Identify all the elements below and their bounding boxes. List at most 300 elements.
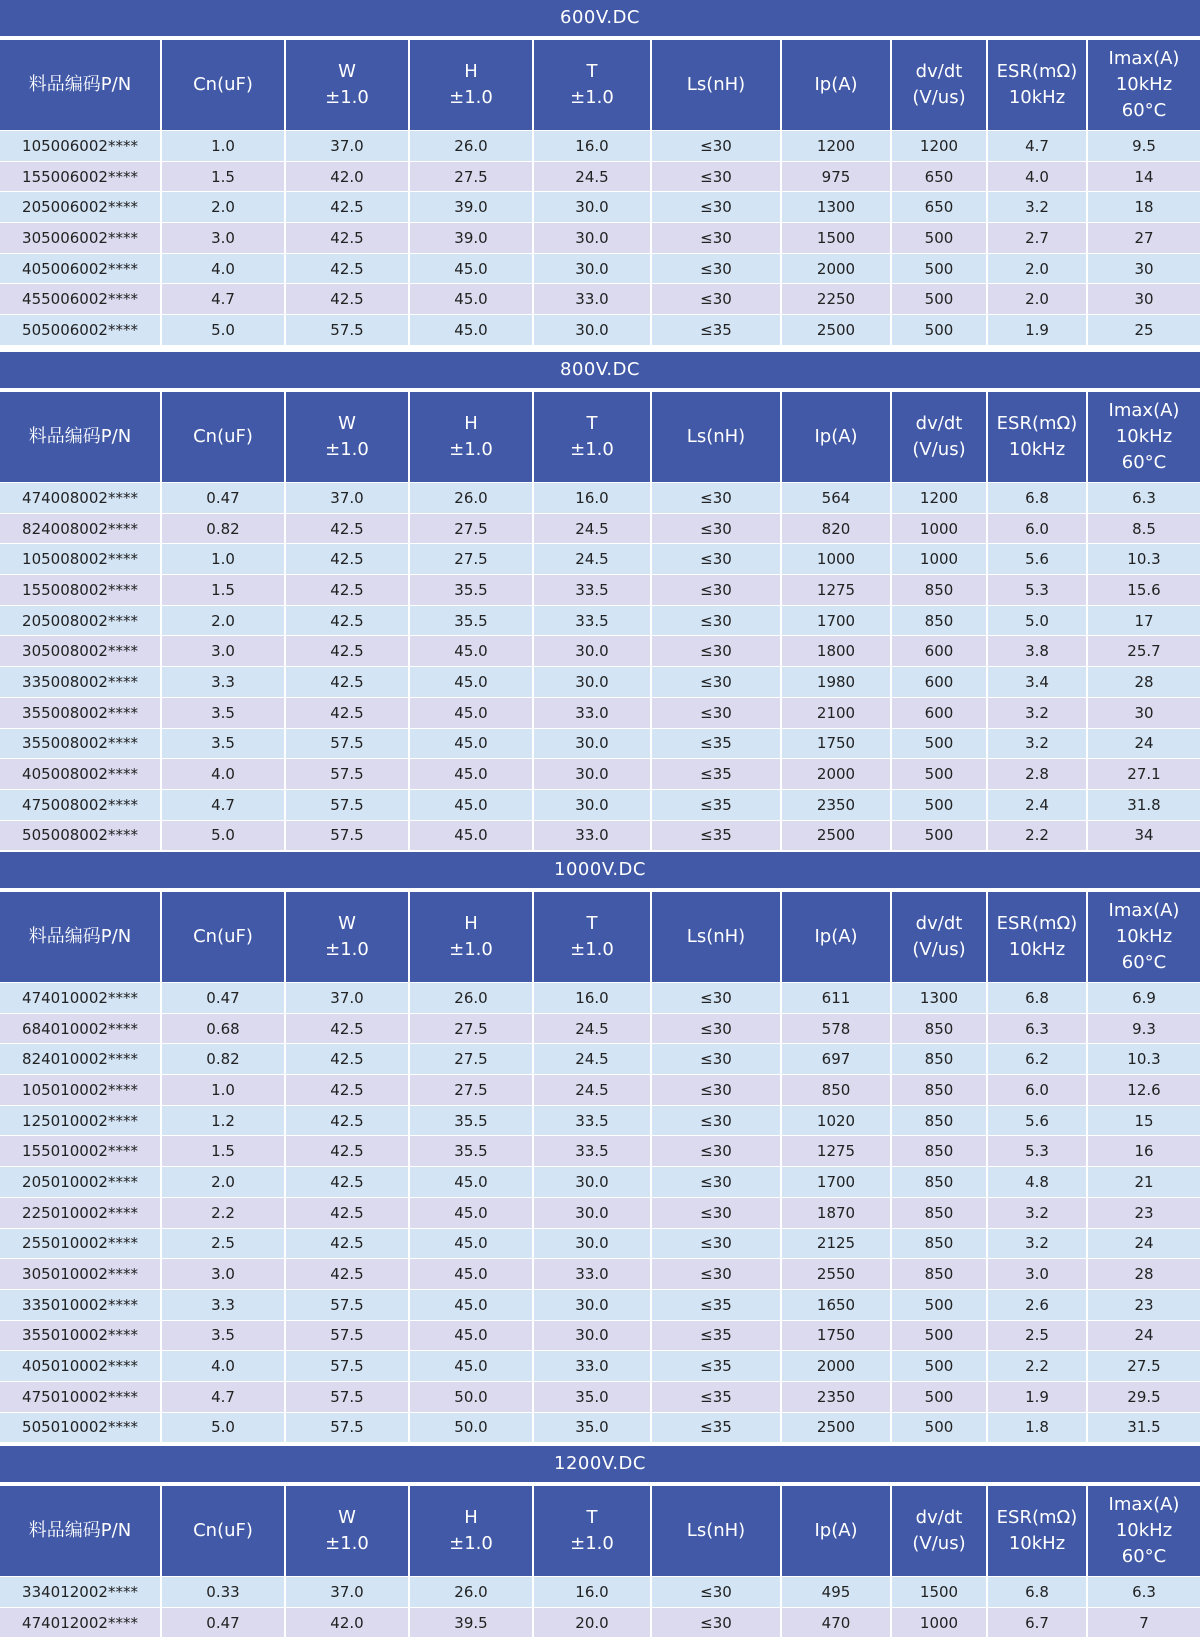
table-cell: 105010002****: [0, 1075, 161, 1106]
table-cell: 42.0: [285, 161, 409, 192]
header-row: [0, 38, 1200, 131]
column-header: [285, 1484, 409, 1577]
table-cell: 850: [891, 1136, 987, 1167]
table-row: [0, 544, 1200, 575]
table-cell: 3.2: [987, 697, 1087, 728]
table-cell: ≤30: [651, 575, 781, 606]
column-header: [891, 390, 987, 483]
column-header-text: Ls(nH): [686, 74, 746, 95]
table-cell: 500: [891, 1381, 987, 1412]
column-header: [161, 38, 285, 131]
column-header: [987, 38, 1087, 131]
table-cell: 0.47: [161, 1607, 285, 1637]
table-cell: 30.0: [533, 1197, 651, 1228]
table-row: [0, 983, 1200, 1014]
table-cell: 2.2: [987, 1351, 1087, 1382]
column-header: [409, 38, 533, 131]
column-header-text: Ip(A): [814, 426, 858, 447]
table-cell: 1.9: [987, 1381, 1087, 1412]
column-header-text: T: [586, 1507, 598, 1528]
table-cell: 355010002****: [0, 1320, 161, 1351]
table-cell: 10.3: [1087, 1044, 1200, 1075]
column-header: [651, 890, 781, 983]
table-cell: 125010002****: [0, 1105, 161, 1136]
table-cell: 27.5: [409, 1013, 533, 1044]
table-row: [0, 192, 1200, 223]
table-cell: 1.0: [161, 131, 285, 162]
table-cell: 255010002****: [0, 1228, 161, 1259]
table-cell: 500: [891, 820, 987, 850]
column-header: [651, 38, 781, 131]
table-cell: 45.0: [409, 1259, 533, 1290]
table-cell: 2500: [781, 1412, 891, 1442]
column-header-text: ±1.0: [570, 939, 614, 960]
column-header-text: 60°C: [1121, 952, 1167, 973]
column-header-text: Cn(uF): [193, 926, 253, 947]
table-cell: ≤35: [651, 1289, 781, 1320]
header-row: [0, 1484, 1200, 1577]
table-row: [0, 131, 1200, 162]
column-header: [0, 390, 161, 483]
table-cell: 2.0: [161, 605, 285, 636]
table-cell: 35.0: [533, 1381, 651, 1412]
table-cell: 30.0: [533, 1167, 651, 1198]
column-header-text: W: [338, 61, 356, 82]
table-cell: 57.5: [285, 1320, 409, 1351]
table-cell: 16.0: [533, 483, 651, 514]
table-cell: 1300: [781, 192, 891, 223]
table-cell: 12.6: [1087, 1075, 1200, 1106]
table-cell: 1275: [781, 1136, 891, 1167]
table-cell: ≤35: [651, 759, 781, 790]
table-cell: 1200: [781, 131, 891, 162]
table-cell: 37.0: [285, 983, 409, 1014]
table-row: [0, 1351, 1200, 1382]
table-cell: 16.0: [533, 983, 651, 1014]
table-cell: ≤30: [651, 1607, 781, 1637]
table-cell: 18: [1087, 192, 1200, 223]
column-header: [1087, 38, 1200, 131]
column-header-text: Ls(nH): [686, 926, 746, 947]
column-header: [533, 390, 651, 483]
table-cell: 42.5: [285, 284, 409, 315]
table-cell: 42.5: [285, 1197, 409, 1228]
table-cell: 6.3: [1087, 483, 1200, 514]
column-header: [161, 890, 285, 983]
table-cell: 155010002****: [0, 1136, 161, 1167]
table-cell: 57.5: [285, 728, 409, 759]
table-cell: 30.0: [533, 192, 651, 223]
table-cell: 33.5: [533, 605, 651, 636]
column-header-text: ±1.0: [449, 1533, 493, 1554]
table-row: [0, 1289, 1200, 1320]
table-cell: 33.0: [533, 697, 651, 728]
table-cell: 42.5: [285, 1105, 409, 1136]
table-cell: 355008002****: [0, 697, 161, 728]
table-cell: ≤30: [651, 1228, 781, 1259]
table-cell: 24.5: [533, 1044, 651, 1075]
column-header-text: ESR(mΩ): [996, 913, 1078, 934]
table-cell: ≤35: [651, 1320, 781, 1351]
table-cell: 564: [781, 483, 891, 514]
table-cell: 33.5: [533, 575, 651, 606]
table-cell: 2350: [781, 789, 891, 820]
table-cell: 1700: [781, 1167, 891, 1198]
column-header-text: 10kHz: [1008, 1533, 1066, 1554]
table-cell: 2.8: [987, 759, 1087, 790]
table-cell: 45.0: [409, 697, 533, 728]
table-cell: 650: [891, 192, 987, 223]
table-cell: 405006002****: [0, 253, 161, 284]
table-cell: 650: [891, 161, 987, 192]
table-cell: 7: [1087, 1607, 1200, 1637]
table-cell: 4.0: [161, 1351, 285, 1382]
table-cell: 1000: [781, 544, 891, 575]
table-cell: 850: [891, 1013, 987, 1044]
spec-table: [0, 388, 1200, 850]
table-cell: 850: [891, 1075, 987, 1106]
table-row: [0, 1412, 1200, 1442]
table-cell: 9.3: [1087, 1013, 1200, 1044]
table-row: [0, 1607, 1200, 1637]
table-cell: ≤30: [651, 513, 781, 544]
column-header-text: W: [338, 413, 356, 434]
table-cell: 6.9: [1087, 983, 1200, 1014]
column-header: [1087, 390, 1200, 483]
column-header: [891, 38, 987, 131]
column-header: [0, 38, 161, 131]
table-cell: 30.0: [533, 759, 651, 790]
table-cell: ≤35: [651, 1412, 781, 1442]
column-header: [781, 390, 891, 483]
table-cell: 474012002****: [0, 1607, 161, 1637]
table-cell: 45.0: [409, 820, 533, 850]
table-cell: 24.5: [533, 513, 651, 544]
table-cell: 30.0: [533, 636, 651, 667]
table-cell: 42.5: [285, 192, 409, 223]
column-header-text: 10kHz: [1115, 74, 1173, 95]
table-cell: 42.5: [285, 1013, 409, 1044]
table-cell: 4.0: [161, 253, 285, 284]
table-cell: 505010002****: [0, 1412, 161, 1442]
table-cell: 2.4: [987, 789, 1087, 820]
column-header-text: ±1.0: [325, 1533, 369, 1554]
table-cell: 26.0: [409, 1577, 533, 1608]
column-header: [987, 890, 1087, 983]
table-cell: 5.0: [161, 315, 285, 345]
table-cell: 3.0: [987, 1259, 1087, 1290]
table-cell: 455006002****: [0, 284, 161, 315]
table-cell: 205006002****: [0, 192, 161, 223]
table-cell: 45.0: [409, 1351, 533, 1382]
table-cell: 5.0: [161, 1412, 285, 1442]
table-cell: ≤30: [651, 1259, 781, 1290]
table-cell: ≤35: [651, 1351, 781, 1382]
column-header-text: 60°C: [1121, 100, 1167, 121]
table-cell: 4.0: [987, 161, 1087, 192]
table-cell: 2500: [781, 315, 891, 345]
table-cell: 31.5: [1087, 1412, 1200, 1442]
column-header-text: 料品编码P/N: [28, 74, 132, 95]
table-cell: 155008002****: [0, 575, 161, 606]
table-cell: 500: [891, 315, 987, 345]
section-title: 1000V.DC: [0, 852, 1200, 888]
table-cell: 0.82: [161, 513, 285, 544]
table-cell: 9.5: [1087, 131, 1200, 162]
table-cell: 1650: [781, 1289, 891, 1320]
column-header-text: ±1.0: [325, 87, 369, 108]
table-cell: 45.0: [409, 253, 533, 284]
table-cell: 27.5: [1087, 1351, 1200, 1382]
column-header-text: Cn(uF): [193, 1520, 253, 1541]
column-header: [781, 1484, 891, 1577]
table-cell: 1750: [781, 728, 891, 759]
column-header-text: W: [338, 913, 356, 934]
table-cell: 334012002****: [0, 1577, 161, 1608]
table-cell: 42.5: [285, 513, 409, 544]
table-cell: 24: [1087, 728, 1200, 759]
table-cell: 305010002****: [0, 1259, 161, 1290]
table-row: [0, 667, 1200, 698]
table-cell: 42.5: [285, 605, 409, 636]
table-cell: 30.0: [533, 315, 651, 345]
table-cell: 28: [1087, 667, 1200, 698]
table-cell: 30: [1087, 253, 1200, 284]
table-cell: 6.7: [987, 1607, 1087, 1637]
table-cell: 697: [781, 1044, 891, 1075]
table-cell: 2.0: [161, 192, 285, 223]
table-cell: ≤30: [651, 1105, 781, 1136]
table-cell: 42.5: [285, 636, 409, 667]
table-cell: 475008002****: [0, 789, 161, 820]
table-row: [0, 1013, 1200, 1044]
table-cell: 17: [1087, 605, 1200, 636]
column-header-text: (V/us): [912, 87, 966, 108]
table-cell: ≤30: [651, 223, 781, 254]
table-cell: 3.2: [987, 728, 1087, 759]
table-cell: 205010002****: [0, 1167, 161, 1198]
column-header: [409, 1484, 533, 1577]
table-cell: 335008002****: [0, 667, 161, 698]
table-cell: 27.5: [409, 161, 533, 192]
table-cell: 500: [891, 1351, 987, 1382]
table-cell: 3.2: [987, 192, 1087, 223]
table-cell: 1.5: [161, 575, 285, 606]
table-cell: 33.0: [533, 1351, 651, 1382]
table-cell: 26.0: [409, 131, 533, 162]
table-cell: 45.0: [409, 315, 533, 345]
table-cell: 6.8: [987, 1577, 1087, 1608]
table-cell: ≤35: [651, 789, 781, 820]
table-cell: 30.0: [533, 1289, 651, 1320]
column-header: [987, 1484, 1087, 1577]
table-cell: 57.5: [285, 820, 409, 850]
table-cell: 2500: [781, 820, 891, 850]
table-cell: 29.5: [1087, 1381, 1200, 1412]
column-header-text: Ip(A): [814, 74, 858, 95]
table-cell: ≤30: [651, 161, 781, 192]
table-cell: 27.5: [409, 1044, 533, 1075]
table-cell: 600: [891, 636, 987, 667]
table-cell: 45.0: [409, 759, 533, 790]
table-cell: 578: [781, 1013, 891, 1044]
table-cell: 24: [1087, 1228, 1200, 1259]
table-cell: 24.5: [533, 544, 651, 575]
table-cell: 2550: [781, 1259, 891, 1290]
spec-table: [0, 1482, 1200, 1637]
table-cell: 33.0: [533, 284, 651, 315]
table-cell: 1.5: [161, 1136, 285, 1167]
table-row: [0, 697, 1200, 728]
table-cell: ≤35: [651, 820, 781, 850]
column-header-text: T: [586, 413, 598, 434]
column-header-text: ESR(mΩ): [996, 1507, 1078, 1528]
table-cell: ≤30: [651, 284, 781, 315]
table-cell: ≤30: [651, 1577, 781, 1608]
table-cell: 16.0: [533, 131, 651, 162]
table-cell: 850: [781, 1075, 891, 1106]
table-row: [0, 759, 1200, 790]
table-cell: 24: [1087, 1320, 1200, 1351]
column-header-text: 料品编码P/N: [28, 426, 132, 447]
table-cell: 24.5: [533, 161, 651, 192]
table-cell: ≤30: [651, 983, 781, 1014]
table-cell: 3.5: [161, 728, 285, 759]
table-cell: 3.5: [161, 1320, 285, 1351]
table-cell: 30.0: [533, 1320, 651, 1351]
table-cell: 1000: [891, 1607, 987, 1637]
table-cell: 1020: [781, 1105, 891, 1136]
table-cell: 45.0: [409, 1197, 533, 1228]
column-header-text: ±1.0: [570, 439, 614, 460]
table-cell: ≤30: [651, 253, 781, 284]
table-cell: 824008002****: [0, 513, 161, 544]
table-cell: 4.8: [987, 1167, 1087, 1198]
table-row: [0, 315, 1200, 345]
spec-table: [0, 888, 1200, 1442]
table-row: [0, 483, 1200, 514]
table-cell: 0.68: [161, 1013, 285, 1044]
table-row: [0, 513, 1200, 544]
table-row: [0, 223, 1200, 254]
table-cell: 4.7: [161, 1381, 285, 1412]
table-cell: 57.5: [285, 1381, 409, 1412]
table-cell: 16.0: [533, 1577, 651, 1608]
table-cell: 50.0: [409, 1412, 533, 1442]
table-cell: 4.7: [161, 284, 285, 315]
column-header-text: Ip(A): [814, 926, 858, 947]
table-cell: 850: [891, 1167, 987, 1198]
column-header-text: dv/dt: [915, 913, 963, 934]
column-header: [285, 890, 409, 983]
column-header: [285, 390, 409, 483]
table-cell: 26.0: [409, 983, 533, 1014]
table-cell: 505008002****: [0, 820, 161, 850]
table-cell: 470: [781, 1607, 891, 1637]
table-cell: 57.5: [285, 1412, 409, 1442]
table-cell: 30.0: [533, 667, 651, 698]
table-row: [0, 789, 1200, 820]
table-cell: 850: [891, 1044, 987, 1075]
table-cell: 1300: [891, 983, 987, 1014]
table-row: [0, 728, 1200, 759]
voltage-section: [0, 852, 1200, 1442]
table-cell: 27.5: [409, 544, 533, 575]
table-cell: 405008002****: [0, 759, 161, 790]
table-cell: 500: [891, 789, 987, 820]
column-header-text: ESR(mΩ): [996, 61, 1078, 82]
column-header: [651, 1484, 781, 1577]
table-cell: ≤30: [651, 1197, 781, 1228]
table-cell: 24.5: [533, 1075, 651, 1106]
table-cell: 850: [891, 1228, 987, 1259]
table-cell: 1700: [781, 605, 891, 636]
table-cell: 4.7: [987, 131, 1087, 162]
table-cell: 5.3: [987, 1136, 1087, 1167]
table-cell: 600: [891, 697, 987, 728]
table-cell: 305006002****: [0, 223, 161, 254]
table-cell: 30.0: [533, 253, 651, 284]
table-cell: ≤30: [651, 1044, 781, 1075]
table-cell: 39.0: [409, 223, 533, 254]
table-cell: ≤30: [651, 667, 781, 698]
table-cell: 820: [781, 513, 891, 544]
table-row: [0, 1167, 1200, 1198]
table-cell: 2000: [781, 253, 891, 284]
column-header-text: (V/us): [912, 1533, 966, 1554]
table-cell: 205008002****: [0, 605, 161, 636]
table-cell: ≤30: [651, 1167, 781, 1198]
table-row: [0, 605, 1200, 636]
table-cell: 475010002****: [0, 1381, 161, 1412]
column-header-text: H: [464, 1507, 478, 1528]
table-row: [0, 284, 1200, 315]
table-cell: 225010002****: [0, 1197, 161, 1228]
table-cell: 1800: [781, 636, 891, 667]
voltage-section: [0, 0, 1200, 345]
table-cell: 305008002****: [0, 636, 161, 667]
table-cell: 3.8: [987, 636, 1087, 667]
table-cell: 1500: [781, 223, 891, 254]
table-cell: 33.5: [533, 1105, 651, 1136]
table-cell: ≤30: [651, 1013, 781, 1044]
column-header: [891, 890, 987, 983]
column-header-text: ±1.0: [325, 939, 369, 960]
table-cell: 8.5: [1087, 513, 1200, 544]
table-cell: 33.5: [533, 1136, 651, 1167]
column-header-text: ESR(mΩ): [996, 413, 1078, 434]
table-cell: 2100: [781, 697, 891, 728]
table-cell: 1.0: [161, 1075, 285, 1106]
table-cell: 21: [1087, 1167, 1200, 1198]
column-header-text: 10kHz: [1115, 426, 1173, 447]
column-header-text: ±1.0: [449, 439, 493, 460]
table-cell: 5.0: [987, 605, 1087, 636]
table-cell: 42.0: [285, 1607, 409, 1637]
table-cell: ≤30: [651, 1136, 781, 1167]
table-cell: 1.2: [161, 1105, 285, 1136]
table-cell: 105006002****: [0, 131, 161, 162]
table-cell: 500: [891, 728, 987, 759]
table-cell: 30.0: [533, 223, 651, 254]
table-row: [0, 253, 1200, 284]
table-cell: ≤30: [651, 483, 781, 514]
table-cell: 33.0: [533, 1259, 651, 1290]
table-cell: 1275: [781, 575, 891, 606]
table-cell: 30: [1087, 284, 1200, 315]
table-cell: 2.2: [987, 820, 1087, 850]
table-cell: 30.0: [533, 1228, 651, 1259]
